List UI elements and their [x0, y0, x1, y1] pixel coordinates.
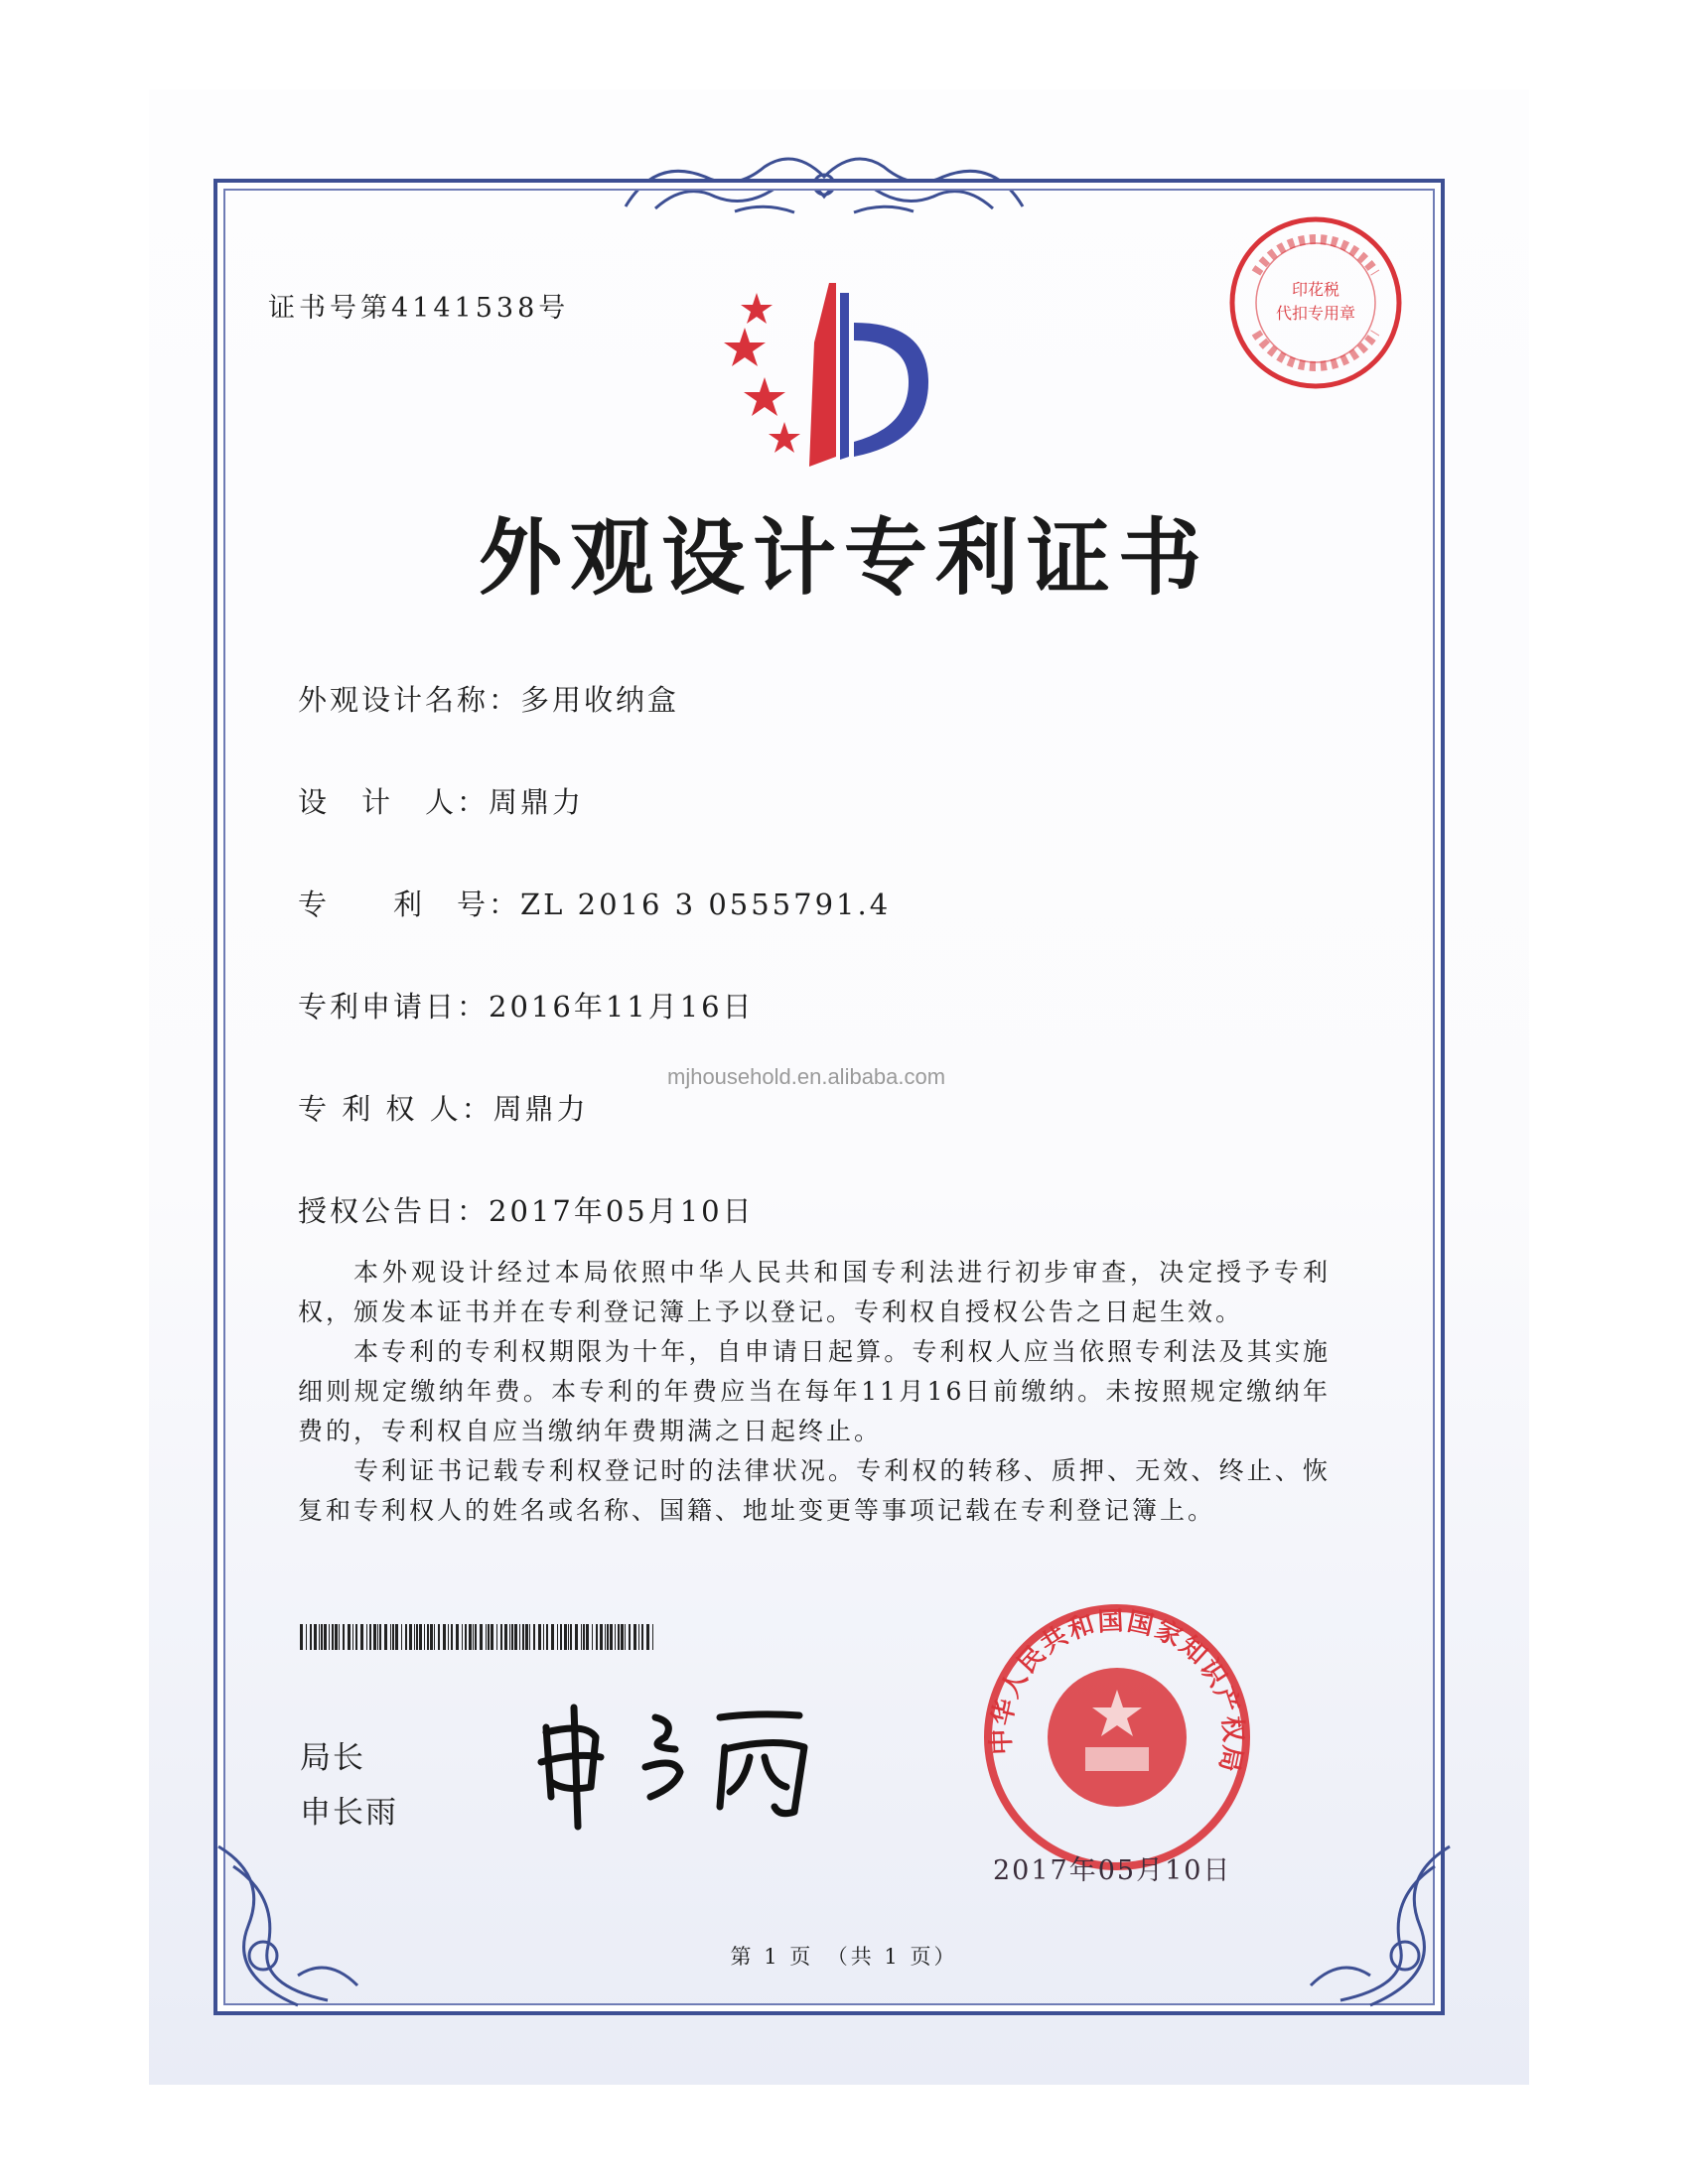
barcode-bar: [538, 1624, 541, 1650]
barcode-bar: [581, 1624, 582, 1650]
patent-office-logo-icon: [715, 283, 943, 472]
barcode-bar: [416, 1624, 418, 1650]
barcode-bar: [500, 1624, 502, 1650]
barcode-bar: [384, 1624, 387, 1650]
barcode-bar: [529, 1624, 530, 1650]
barcode-bar: [456, 1624, 459, 1650]
official-seal-icon: [978, 1598, 1256, 1876]
barcode-bar: [405, 1624, 407, 1650]
barcode-bar: [610, 1624, 613, 1650]
barcode-bar: [583, 1624, 585, 1650]
barcode-bar: [605, 1624, 606, 1650]
field-value: ZL 2016 3 0555791.4: [520, 887, 892, 921]
bottom-left-ornament-icon: [209, 1837, 367, 2015]
barcode-bar: [306, 1624, 307, 1650]
barcode-bar: [641, 1624, 643, 1650]
field-value: 2016年11月16日: [489, 990, 755, 1024]
barcode-bar: [586, 1624, 589, 1650]
barcode-bar: [343, 1624, 345, 1650]
barcode-bar: [360, 1624, 363, 1650]
barcode-bar: [430, 1624, 433, 1650]
barcode-bar: [321, 1624, 323, 1650]
director-name: 申长雨: [300, 1795, 398, 1831]
barcode-bar: [443, 1624, 446, 1650]
barcode-bar: [568, 1624, 569, 1650]
tax-stamp-seal-icon: [1226, 213, 1405, 392]
field-designer: [298, 780, 584, 821]
barcode-bar: [533, 1624, 535, 1650]
barcode-bar: [462, 1624, 463, 1650]
field-grant-date: [298, 1189, 755, 1230]
svg-text:印花税: 印花税: [1291, 280, 1340, 299]
barcode-bar: [310, 1624, 312, 1650]
field-application-date: [298, 985, 755, 1025]
barcode-bar: [607, 1624, 609, 1650]
bottom-right-ornament-icon: [1301, 1837, 1460, 2015]
barcode-bar: [592, 1624, 593, 1650]
field-label: 授权公告日：: [298, 1194, 490, 1228]
barcode: [300, 1624, 657, 1650]
barcode-bar: [465, 1624, 467, 1650]
barcode-bar: [373, 1624, 376, 1650]
field-patentee: [298, 1087, 589, 1128]
barcode-bar: [414, 1624, 415, 1650]
certificate-number: 证书号第4141538号: [268, 293, 570, 324]
paragraph: 本专利的专利权期限为十年，自申请日起算。专利权人应当依照专利法及其实施细则规定缴纳年费。本专利的年费应当在每年11月16日前缴纳。未按照规定缴纳年费的，专利权自应当缴纳年费期满之日起终止。: [298, 1337, 1331, 1445]
barcode-bar: [646, 1624, 649, 1650]
barcode-bar: [618, 1624, 620, 1650]
barcode-bar: [551, 1624, 554, 1650]
director-title: 局长: [300, 1740, 365, 1776]
svg-text:代扣专用章: 代扣专用章: [1275, 304, 1356, 323]
seal-date: 2017年05月10日: [993, 1855, 1232, 1886]
barcode-bar: [438, 1624, 440, 1650]
barcode-bar: [625, 1624, 626, 1650]
barcode-bar: [509, 1624, 510, 1650]
barcode-bar: [475, 1624, 477, 1650]
barcode-bar: [629, 1624, 631, 1650]
barcode-bar: [427, 1624, 429, 1650]
barcode-bar: [560, 1624, 562, 1650]
barcode-bar: [519, 1624, 520, 1650]
body-text: [298, 1253, 1331, 1531]
barcode-bar: [522, 1624, 524, 1650]
barcode-bar: [434, 1624, 435, 1650]
paragraph: 本外观设计经过本局依照中华人民共和国专利法进行初步审查，决定授予专利权，颁发本证书并在专利登记簿上予以登记。专利权自授权公告之日起生效。: [298, 1258, 1331, 1326]
barcode-bar: [564, 1624, 567, 1650]
handwritten-signature-icon: [526, 1688, 844, 1837]
barcode-bar: [339, 1624, 340, 1650]
barcode-bar: [570, 1624, 572, 1650]
barcode-bar: [355, 1624, 357, 1650]
field-label: 专 利 权 人：: [298, 1092, 493, 1126]
barcode-bar: [469, 1624, 472, 1650]
barcode-bar: [480, 1624, 483, 1650]
barcode-bar: [638, 1624, 639, 1650]
barcode-bar: [335, 1624, 338, 1650]
field-label: 外观设计名称：: [298, 683, 521, 717]
barcode-bar: [511, 1624, 513, 1650]
field-label: 专利申请日：: [298, 990, 490, 1024]
barcode-bar: [401, 1624, 402, 1650]
barcode-bar: [652, 1624, 653, 1650]
field-value: 多用收纳盒: [520, 683, 680, 717]
barcode-bar: [348, 1624, 351, 1650]
barcode-bar: [600, 1624, 603, 1650]
barcode-bar: [424, 1624, 425, 1650]
page-title: 外观设计专利证书: [478, 509, 1209, 607]
barcode-bar: [395, 1624, 398, 1650]
barcode-bar: [369, 1624, 371, 1650]
field-label: 设 计 人：: [298, 785, 490, 819]
paragraph: 专利证书记载专利权登记时的法律状况。专利权的转移、质押、无效、终止、恢复和专利权人的姓名或名称、国籍、地址变更等事项记载在专利登记簿上。: [298, 1456, 1331, 1525]
barcode-bar: [409, 1624, 412, 1650]
barcode-bar: [390, 1624, 391, 1650]
barcode-bar: [557, 1624, 558, 1650]
barcode-bar: [314, 1624, 317, 1650]
barcode-bar: [546, 1624, 548, 1650]
field-label: 专 利 号：: [298, 887, 521, 921]
field-value: 周鼎力: [489, 785, 585, 819]
barcode-bar: [332, 1624, 334, 1650]
barcode-bar: [488, 1624, 490, 1650]
barcode-bar: [525, 1624, 528, 1650]
barcode-bar: [633, 1624, 636, 1650]
field-design-name: [298, 678, 679, 719]
official-seal-text: 中华人民共和国国家知识产权局: [986, 1606, 1248, 1777]
barcode-bar: [543, 1624, 544, 1650]
barcode-bar: [514, 1624, 517, 1650]
barcode-bar: [392, 1624, 394, 1650]
barcode-bar: [486, 1624, 487, 1650]
barcode-bar: [319, 1624, 320, 1650]
barcode-bar: [491, 1624, 493, 1650]
page-number: 第 1 页 （共 1 页）: [730, 1945, 958, 1969]
barcode-bar: [575, 1624, 578, 1650]
barcode-bar: [324, 1624, 327, 1650]
field-value: 周鼎力: [492, 1092, 589, 1126]
barcode-bar: [504, 1624, 507, 1650]
barcode-bar: [377, 1624, 378, 1650]
barcode-bar: [300, 1624, 303, 1650]
barcode-bar: [621, 1624, 624, 1650]
barcode-bar: [448, 1624, 449, 1650]
barcode-bar: [451, 1624, 453, 1650]
barcode-bar: [496, 1624, 497, 1650]
barcode-bar: [329, 1624, 330, 1650]
watermark-text: mjhousehold.en.alibaba.com: [667, 1064, 946, 1089]
barcode-bar: [615, 1624, 616, 1650]
field-patent-number: [298, 883, 891, 923]
barcode-bar: [419, 1624, 422, 1650]
barcode-bar: [596, 1624, 598, 1650]
barcode-bar: [366, 1624, 367, 1650]
barcode-bar: [473, 1624, 474, 1650]
barcode-bar: [379, 1624, 381, 1650]
barcode-bar: [352, 1624, 353, 1650]
field-value: 2017年05月10日: [489, 1194, 755, 1228]
